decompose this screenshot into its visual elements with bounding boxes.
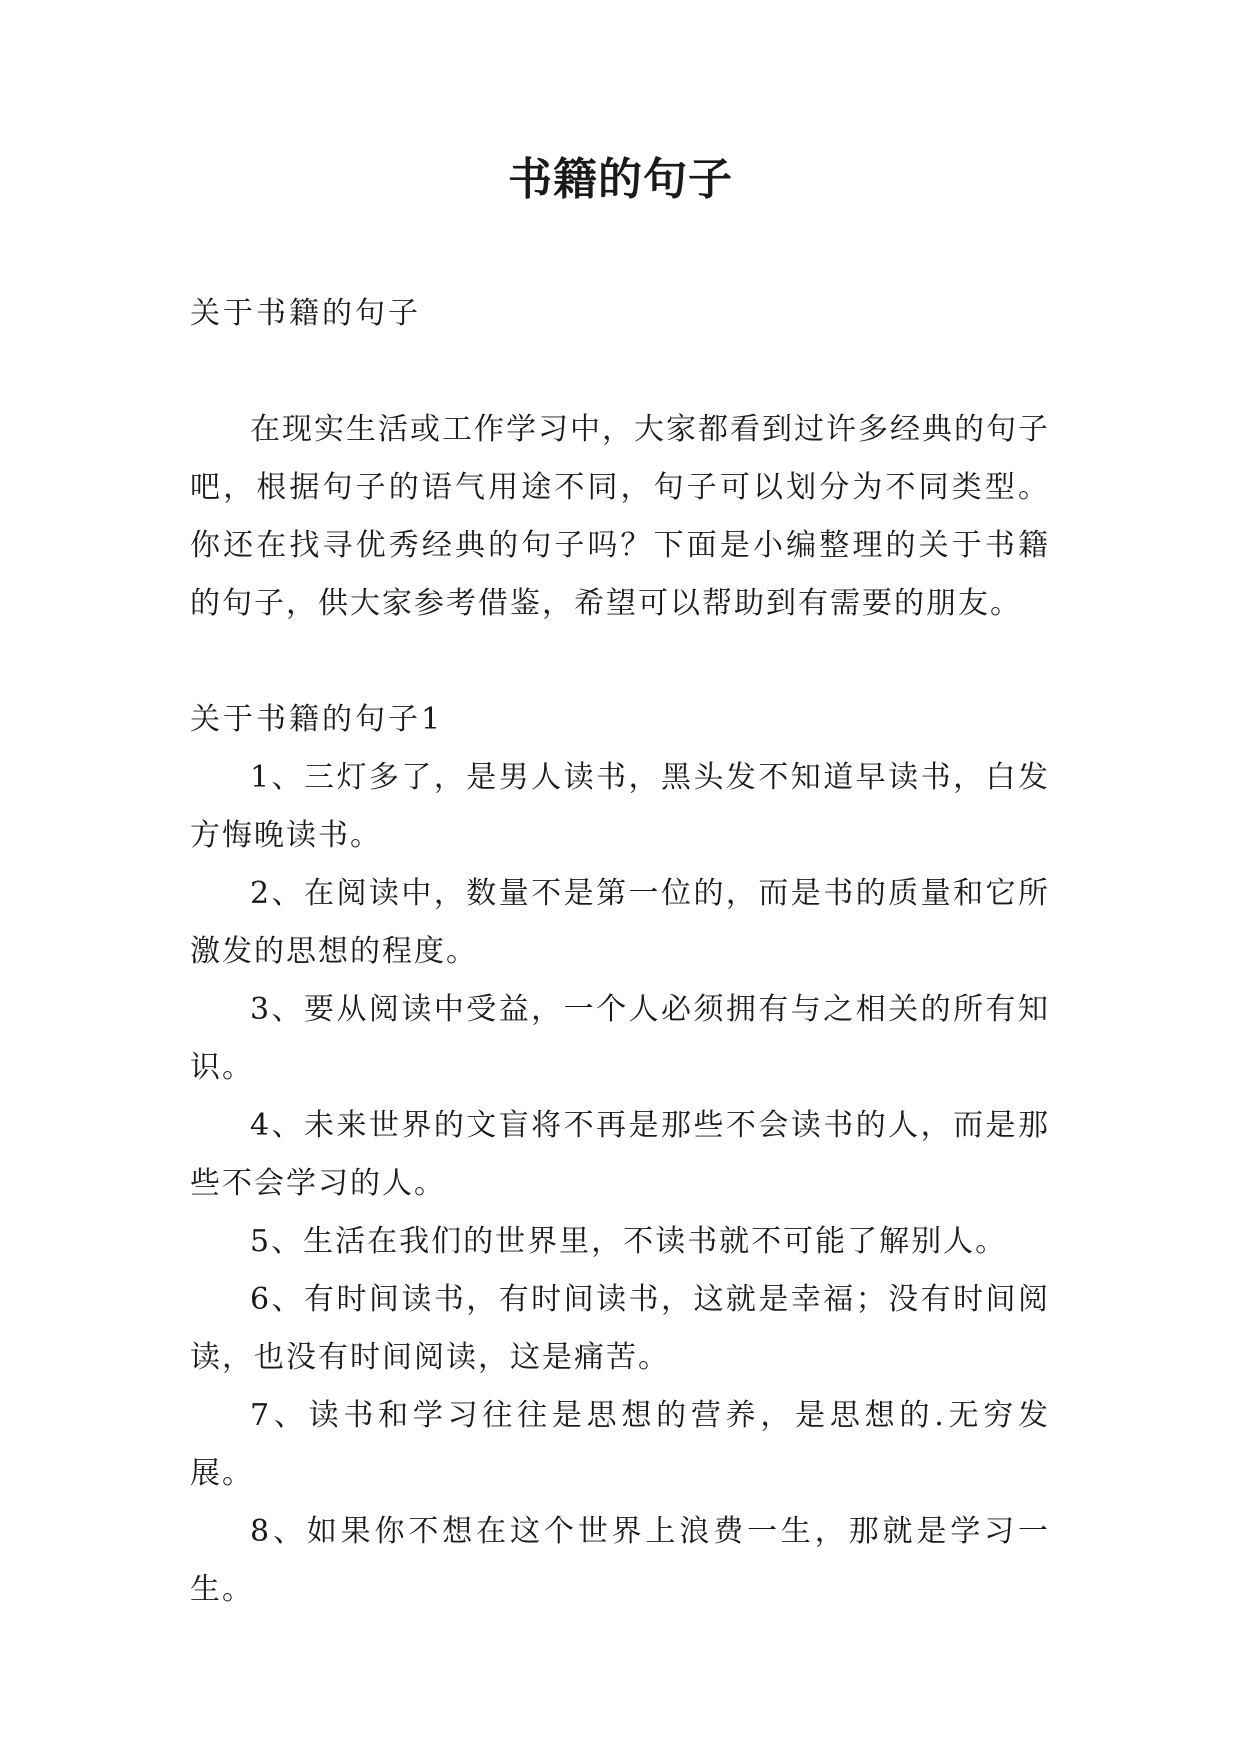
quote-item-4: 4、未来世界的文盲将不再是那些不会读书的人，而是那些不会学习的人。 <box>190 1108 1050 1201</box>
quote-item-6: 6、有时间读书，有时间读书，这就是幸福；没有时间阅读，也没有时间阅读，这是痛苦。 <box>190 1282 1050 1375</box>
quote-item-2: 2、在阅读中，数量不是第一位的，而是书的质量和它所激发的思想的程度。 <box>190 876 1050 969</box>
quote-item-7: 7、读书和学习往往是思想的营养，是思想的.无穷发展。 <box>190 1398 1050 1491</box>
quote-item-8: 8、如果你不想在这个世界上浪费一生，那就是学习一生。 <box>190 1514 1050 1607</box>
document-body <box>190 285 1050 1619</box>
section-title: 关于书籍的句子1 <box>190 702 444 737</box>
document-title: 书籍的句子 <box>508 154 733 205</box>
document-heading: 关于书籍的句子 <box>190 296 421 331</box>
intro-paragraph: 在现实生活或工作学习中，大家都看到过许多经典的句子吧，根据句子的语气用途不同，句子可以划分为不同类型。你还在找寻优秀经典的句子吗？下面是小编整理的关于书籍的句子，供大家参考借鉴，希望可以帮助到有需要的朋友。 <box>190 412 1050 621</box>
quote-item-1: 1、三灯多了，是男人读书，黑头发不知道早读书，白发方悔晚读书。 <box>190 760 1050 853</box>
quote-item-3: 3、要从阅读中受益，一个人必须拥有与之相关的所有知识。 <box>190 992 1050 1085</box>
quote-item-5: 5、生活在我们的世界里，不读书就不可能了解别人。 <box>250 1224 1008 1259</box>
